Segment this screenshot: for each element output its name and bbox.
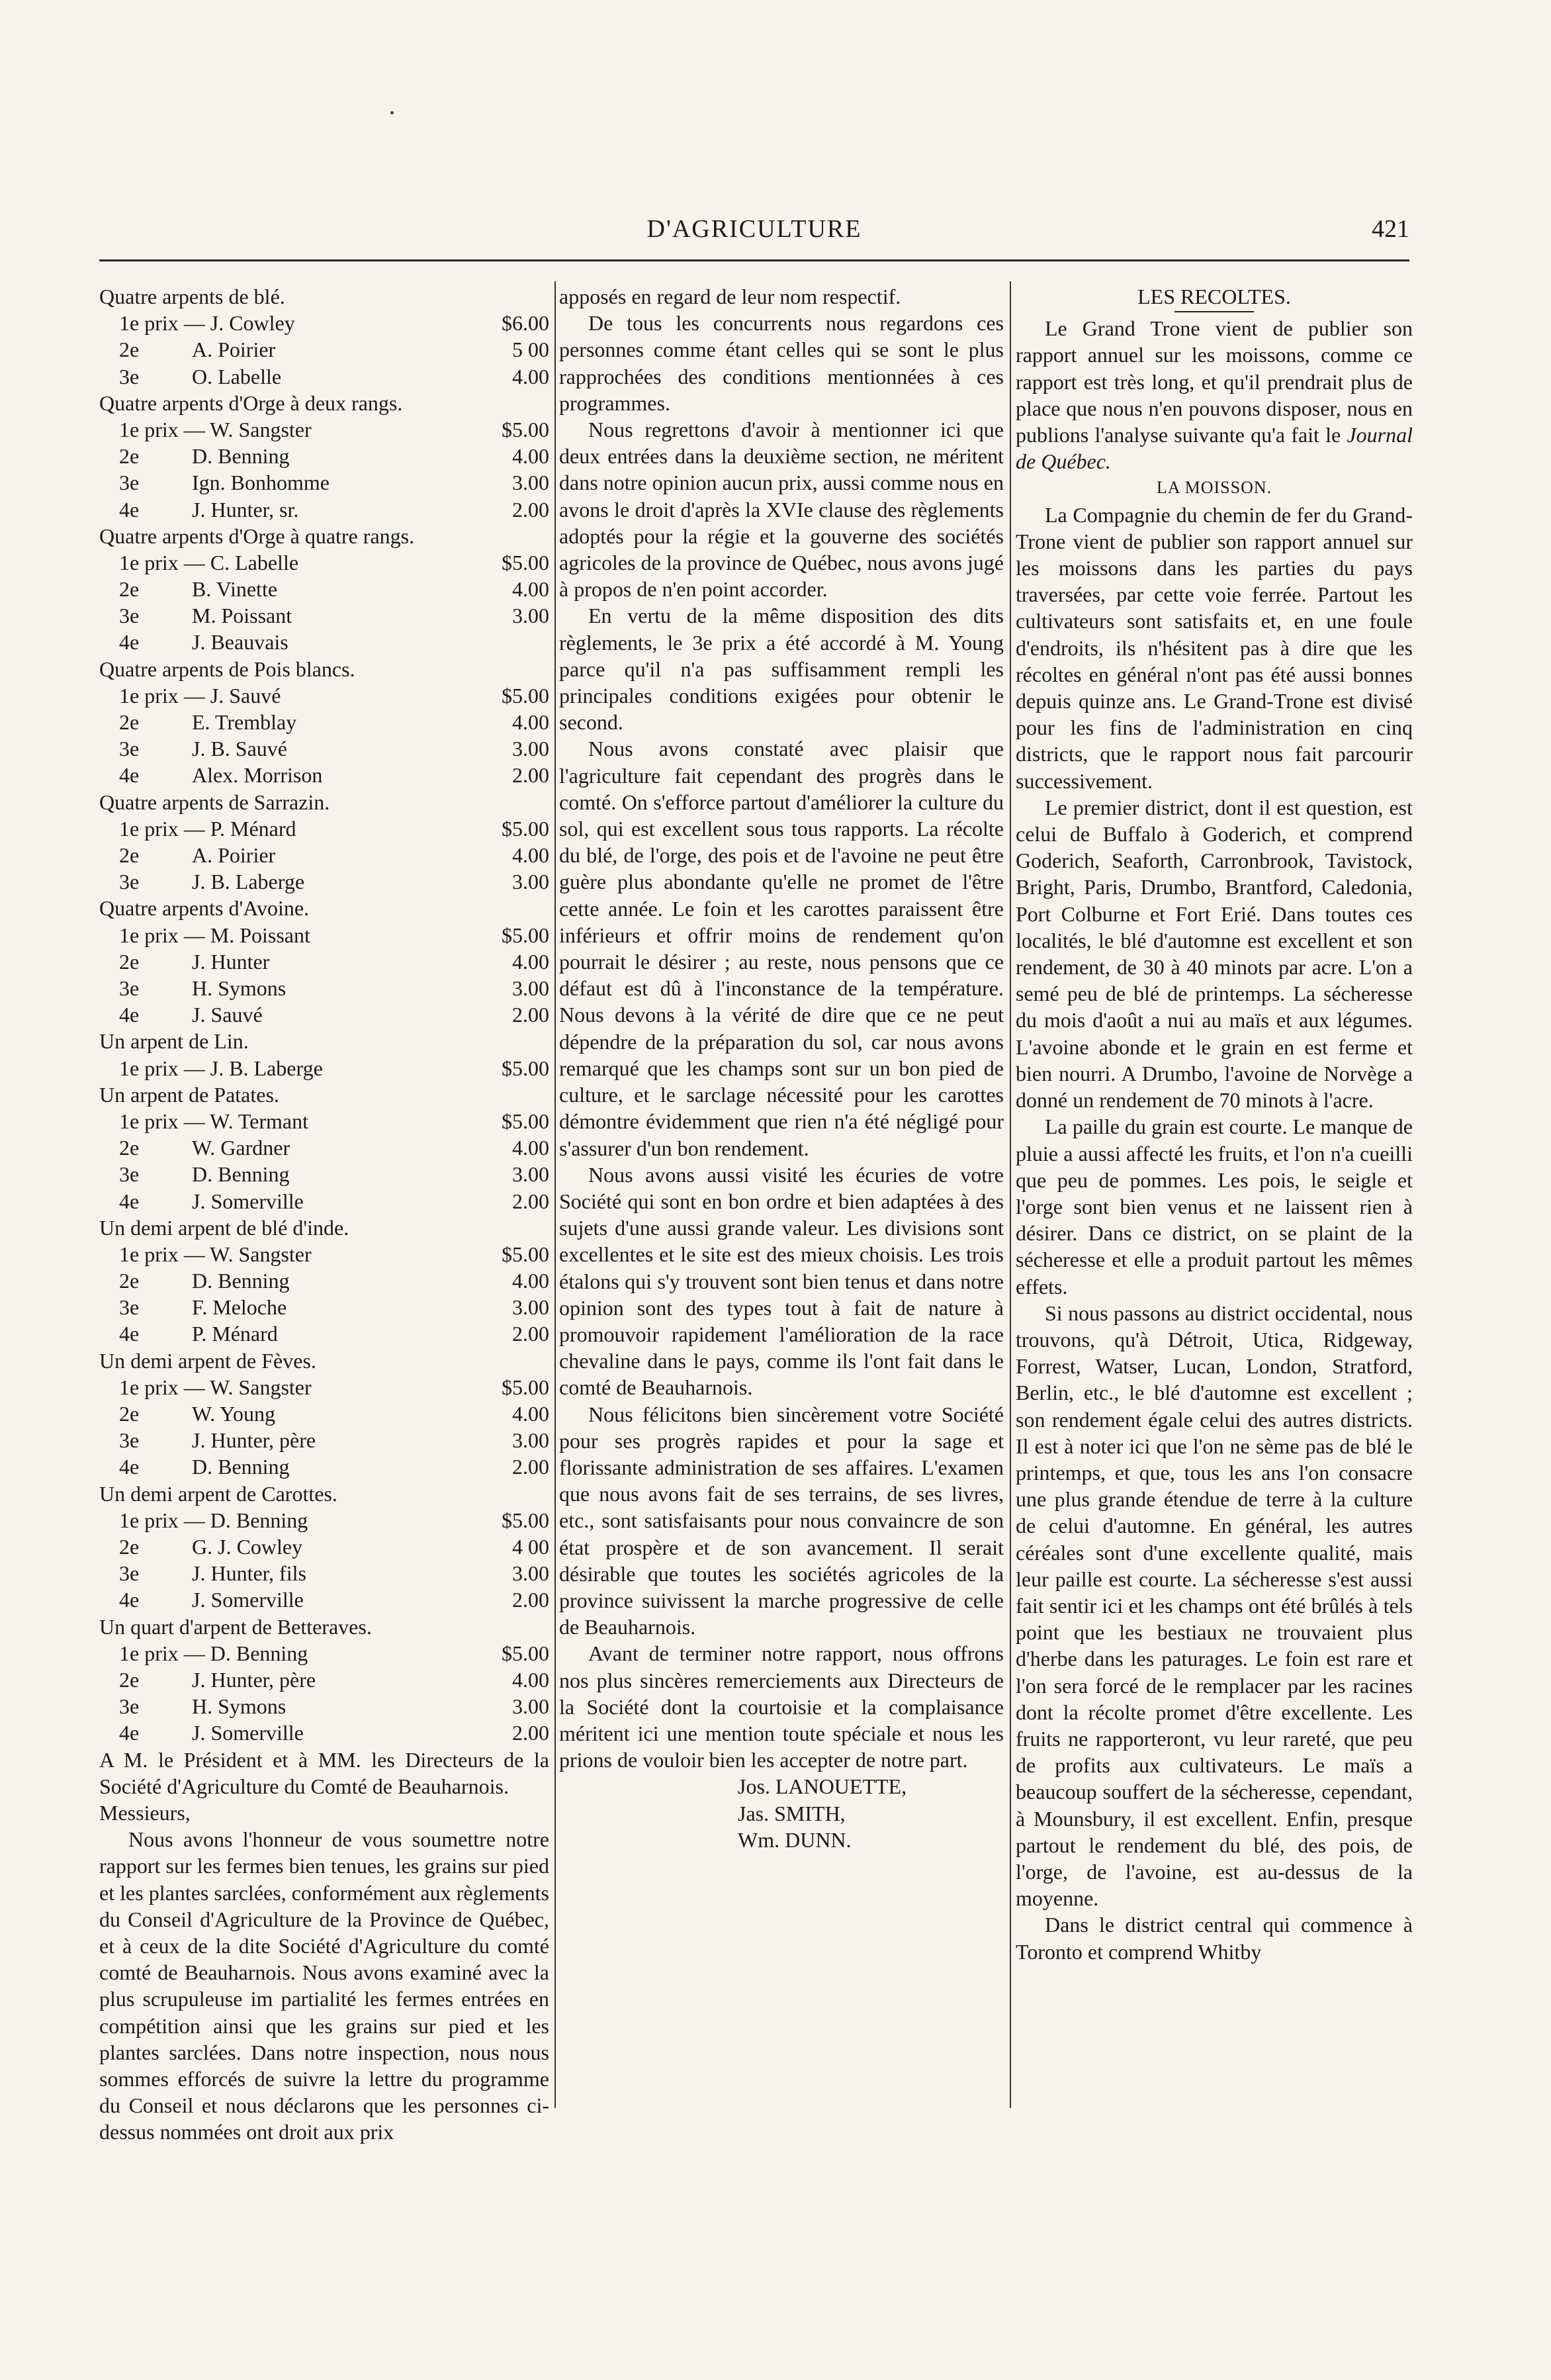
- prize-rank: 3e: [119, 976, 140, 1000]
- paragraph: La paille du grain est courte. Le manque de pluie a aussi affecté les fruits, et l'on n'a cueilli que peu de pommes. Les pois, le seigle et l'orge sont bien venus et ne laissent rien à désirer. Dans ce district, on se plaint de la sécheresse et elle a produit partout les mêmes effets.: [1016, 1115, 1413, 1299]
- prize-row: [99, 1667, 549, 1693]
- paragraph: En vertu de la même disposition des dits règlements, le 3e prix a été accordé à M. Young parce qu'il n'a pas suffisamment rempli les principales conditions exigées pour obtenir le second.: [559, 604, 1004, 735]
- prize-amount: $5.00: [502, 1375, 549, 1399]
- prize-amount: $5.00: [502, 1508, 549, 1532]
- prize-row: [99, 1693, 549, 1719]
- prize-rank: 2e: [119, 1667, 140, 1692]
- prize-amount: 3.00: [512, 976, 549, 1000]
- prize-amount: 2.00: [512, 1322, 549, 1346]
- prize-heading: Quatre arpents d'Orge à deux rangs.: [99, 390, 403, 415]
- prize-amount: $5.00: [502, 1109, 549, 1133]
- prize-row: [99, 868, 549, 895]
- prize-rank: 3e: [119, 1694, 140, 1719]
- prize-amount: 4.00: [512, 1136, 549, 1160]
- prize-row: [99, 1320, 549, 1347]
- prize-winner: D. Benning: [192, 1455, 290, 1479]
- prize-heading: Quatre arpents de blé.: [99, 285, 285, 308]
- prize-amount: 3.00: [512, 1428, 549, 1453]
- prize-winner: J. Sauvé: [192, 1003, 263, 1027]
- prize-heading: Quatre arpents de Sarrazin.: [99, 790, 330, 814]
- prize-amount: 4.00: [512, 1667, 549, 1692]
- prize-heading: Un arpent de Lin.: [99, 1029, 249, 1054]
- journal-name: Journal de Québec.: [1016, 423, 1413, 474]
- article-title: LES RECOLTES.: [1137, 285, 1291, 308]
- prize-row: [99, 762, 549, 788]
- prize-winner: W. Young: [192, 1402, 275, 1426]
- paragraph: Nous regrettons d'avoir à mentionner ici que deux entrées dans la deuxième section, ne méritent dans notre opinion aucun prix, aussi comme nous en avons le droit d'après la XVIe clause des règlements adoptés pour la régie et la gouverne des sociétés agricoles de la province de Québec, nous avons jugé à propos de n'en point accorder.: [559, 418, 1004, 602]
- prize-amount: 2.00: [512, 763, 549, 788]
- prize-winner: P. Ménard: [192, 1322, 278, 1346]
- prize-row: [99, 709, 549, 735]
- prize-winner: J. Somerville: [192, 1721, 304, 1745]
- prize-amount: $5.00: [502, 923, 549, 947]
- prize-row: [99, 1719, 549, 1746]
- prize-row: [99, 1267, 549, 1294]
- paragraph: Si nous passons au district occidental, nous trouvons, qu'à Détroit, Utica, Ridgeway, Forrest, Watser, Lucan, London, Stratford, Berlin, etc., le blé d'automne est excellent ; son rendement égale celui des autres districts. Il est à noter ici que l'on ne sème pas de blé le printemps, et que, tous les ans l'on consacre une plus grande étendue de terre à la culture de celui d'automne. En général, les autres céréales sont d'une excellente qualité, mais leur paille est courte. La sécheresse s'est aussi fait sentir ici et les champs ont été brûlés à tels point que les bestiaux ne trouvaient plus d'herbe dans les paturages. Le foin est rare et l'on sera forcé de le remplacer par les racines dont la récolte promet d'être excellente. Les fruits ne rapporteront, vu leur rareté, que peu de profits aux cultivateurs. Le maïs a beaucoup souffert de la sécheresse, cependant, à Mounsbury, il est excellent. Enfin, presque partout le rendement du blé, des pois, de l'orge, de l'avoine, est au-dessus de la moyenne.: [1016, 1301, 1413, 1911]
- prize-amount: 3.00: [512, 870, 549, 894]
- prize-amount: $5.00: [502, 550, 549, 574]
- prize-winner: J. Somerville: [192, 1189, 304, 1213]
- prize-rank: 1e prix — W. Sangster: [119, 417, 312, 441]
- prize-amount: 4.00: [512, 710, 549, 735]
- prize-rank: 2e: [119, 1402, 140, 1426]
- prize-row: [99, 336, 549, 363]
- prize-row: [99, 602, 549, 629]
- prize-winner: D. Benning: [192, 1269, 290, 1293]
- paragraph: apposés en regard de leur nom respectif.: [559, 285, 901, 308]
- prize-amount: 3.00: [512, 471, 549, 495]
- prize-rank: 4e: [119, 1189, 140, 1213]
- prize-amount: $5.00: [502, 1056, 549, 1080]
- prize-row: [99, 1586, 549, 1613]
- prize-row: [99, 1507, 549, 1533]
- column-divider-1: [554, 281, 556, 2108]
- prize-winner: J. Hunter, père: [192, 1667, 316, 1692]
- signature-3: Wm. DUNN.: [738, 1827, 852, 1852]
- prize-winner: G. J. Cowley: [192, 1534, 303, 1559]
- paragraph: Avant de terminer notre rapport, nous offrons nos plus sincères remerciements aux Directeurs de la Société dont la courtoisie et la complaisance méritent ici une mention toute spéciale et nous les prions de vouloir bien les accepter de notre part.: [559, 1641, 1004, 1772]
- prize-amount: 2.00: [512, 1588, 549, 1612]
- prize-rank: 2e: [119, 1534, 140, 1559]
- prize-row: [99, 496, 549, 523]
- prize-rank: 1e prix — J. Cowley: [119, 311, 295, 336]
- paragraph: Nous félicitons bien sincèrement votre Société pour ses progrès rapides et pour la sage et florissante administration de ses affaires. L'examen que nous avons fait de ses terrains, de ses livres, etc., sont satisfaisants pour nous convaincre de son état prospère et de son avancement. Il serait désirable que toutes les sociétés agricoles de la province suivissent la marche progressive de celle de Beauharnois.: [559, 1402, 1004, 1639]
- prize-rank: 2e: [119, 1269, 140, 1293]
- prize-heading: Quatre arpents d'Avoine.: [99, 896, 310, 921]
- prize-winner: D. Benning: [192, 444, 290, 469]
- signature-2: Jas. SMITH,: [738, 1801, 846, 1825]
- prize-heading: Un demi arpent de Fèves.: [99, 1348, 316, 1373]
- prize-row: [99, 1400, 549, 1427]
- prize-row: [99, 975, 549, 1001]
- paragraph: Nous avons constaté avec plaisir que l'agriculture fait cependant des progrès dans le comté. On s'efforce partout d'améliorer la culture du sol, qui est excellent sous tous rapports. La récolte du blé, de l'orge, des pois et de l'avoine ne peut être guère plus abondante qu'elle ne promet de l'être cette année. Le foin et les carottes paraissent être inférieurs et offrir moins de rendement qu'on pourrait le désirer ; au reste, nous pensons que ce défaut est dû à l'inconstance de la température. Nous devons à la vérité de dire que ce ne peut dépendre de la préparation du sol, car nous avons remarqué que les champs sont sur un bon pied de culture, et le sarclage nécessité pour les carottes démontre évidemment que rien n'a été négligé pour s'assurer d'un bon rendement.: [559, 737, 1004, 1160]
- prize-amount: 2.00: [512, 1003, 549, 1027]
- prize-winner: J. Hunter: [192, 949, 270, 974]
- prize-amount: 3.00: [512, 737, 549, 761]
- prize-heading: Un arpent de Patates.: [99, 1082, 279, 1107]
- prize-amount: 4.00: [512, 577, 549, 602]
- prize-row: [99, 682, 549, 709]
- prize-rank: 3e: [119, 604, 140, 628]
- prize-rank: 4e: [119, 1455, 140, 1479]
- prize-row: [99, 1055, 549, 1081]
- prize-rank: 2e: [119, 843, 140, 868]
- prize-row: [99, 310, 549, 336]
- prize-winner: H. Symons: [192, 976, 287, 1000]
- prize-winner: J. Hunter, fils: [192, 1561, 306, 1586]
- prize-winner: J. Beauvais: [192, 630, 288, 655]
- prize-row: [99, 842, 549, 868]
- prize-amount: 3.00: [512, 1561, 549, 1586]
- prize-rank: 3e: [119, 737, 140, 761]
- prize-row: [99, 363, 549, 390]
- prize-rank: 2e: [119, 338, 140, 362]
- prize-amount: $5.00: [502, 1242, 549, 1266]
- prize-rank: 3e: [119, 1162, 140, 1187]
- column-2: [559, 283, 1004, 1853]
- prize-amount: $6.00: [502, 311, 549, 336]
- prize-rank: 3e: [119, 870, 140, 894]
- prize-winner: J. Somerville: [192, 1588, 304, 1612]
- paragraph: Le premier district, dont il est question, est celui de Buffalo à Goderich, et comprend Goderich, Seaforth, Carronbrook, Tavistock, Bright, Paris, Drumbo, Brantford, Caledonia, Port Colburne et Fort Erié. Dans toutes ces localités, le blé d'automne est excellent et son rendement, de 30 à 40 minots par acre. L'on a semé peu de blé de printemps. La sécheresse du mois d'août a nui au maïs et aux légumes. L'avoine abonde et le grain en est ferme et bien nourri. A Drumbo, l'avoine de Norvège a donné un rendement de 70 minots à l'acre.: [1016, 795, 1413, 1113]
- prize-row: [99, 629, 549, 655]
- salutation: Messieurs,: [99, 1800, 191, 1825]
- prize-rank: 3e: [119, 1428, 140, 1453]
- prize-amount: 3.00: [512, 1295, 549, 1320]
- prize-row: [99, 815, 549, 842]
- prize-rank: 2e: [119, 577, 140, 602]
- prize-winner: J. Hunter, sr.: [192, 497, 299, 522]
- prize-rank: 4e: [119, 497, 140, 522]
- prize-row: [99, 1134, 549, 1161]
- header-rule: [99, 259, 1409, 261]
- prize-row: [99, 948, 549, 975]
- prize-rank: 4e: [119, 630, 140, 655]
- prize-row: [99, 1560, 549, 1586]
- prize-winner: D. Benning: [192, 1162, 290, 1187]
- prize-winner: J. B. Sauvé: [192, 737, 287, 761]
- prize-amount: 2.00: [512, 1455, 549, 1479]
- prize-amount: 3.00: [512, 1162, 549, 1187]
- page-number: 421: [1372, 215, 1409, 243]
- prize-row: [99, 443, 549, 469]
- prize-winner: E. Tremblay: [192, 710, 297, 735]
- prize-amount: 4.00: [512, 364, 549, 389]
- prize-rank: 1e prix — D. Benning: [119, 1508, 308, 1532]
- prize-rank: 1e prix — W. Termant: [119, 1109, 309, 1133]
- prize-row: [99, 1108, 549, 1134]
- prize-rank: 1e prix — W. Sangster: [119, 1375, 312, 1399]
- prize-row: [99, 1241, 549, 1267]
- prize-winner: F. Meloche: [192, 1295, 287, 1320]
- prize-amount: 2.00: [512, 1189, 549, 1213]
- prize-winner: O. Labelle: [192, 364, 282, 389]
- prize-row: [99, 1188, 549, 1214]
- prize-rank: 1e prix — P. Ménard: [119, 816, 296, 841]
- column-divider-2: [1010, 281, 1011, 2108]
- prize-heading: Quatre arpents d'Orge à quatre rangs.: [99, 524, 415, 548]
- prize-row: [99, 549, 549, 576]
- address: A M. le Président et à MM. les Directeurs de la Société d'Agriculture du Comté de Beauharnois.: [99, 1747, 549, 1798]
- prize-heading: Un demi arpent de Carottes.: [99, 1481, 337, 1506]
- prize-winner: M. Poissant: [192, 604, 292, 628]
- prize-amount: 3.00: [512, 604, 549, 628]
- prize-amount: 3.00: [512, 1694, 549, 1719]
- prize-amount: 4.00: [512, 949, 549, 974]
- prize-rank: 1e prix — J. B. Laberge: [119, 1056, 323, 1080]
- prize-winner: W. Gardner: [192, 1136, 290, 1160]
- report-paragraph: Nous avons l'honneur de vous soumettre notre rapport sur les fermes bien tenues, les grains sur pied et les plantes sarclées, conformément aux règlements du Conseil d'Agriculture de la Province de Québec, et à ceux de la dite Société d'Agriculture du comté comté de Beauharnois. Nous avons examiné avec la plus scrupuleuse im partialité les fermes entrées en compétition ainsi que les grains sur pied et les plantes sarclées. Dans notre inspection, nous nous sommes efforcés de suivre la lettre du programme du Conseil et nous déclarons que les personnes ci-dessus nommées ont droit aux prix: [99, 1827, 549, 2144]
- prize-row: [99, 1294, 549, 1320]
- prize-amount: 2.00: [512, 497, 549, 522]
- prize-rank: 4e: [119, 1322, 140, 1346]
- prize-lists: [99, 283, 549, 1747]
- prize-winner: A. Poirier: [192, 843, 276, 868]
- prize-heading: Un quart d'arpent de Betteraves.: [99, 1614, 372, 1639]
- prize-amount: $5.00: [502, 417, 549, 441]
- prize-amount: 4.00: [512, 1402, 549, 1426]
- prize-amount: 4.00: [512, 444, 549, 469]
- signature-1: Jos. LANOUETTE,: [738, 1774, 907, 1799]
- prize-rank: 2e: [119, 1136, 140, 1160]
- prize-rank: 1e prix — J. Sauvé: [119, 683, 281, 708]
- prize-row: [99, 1001, 549, 1028]
- prize-amount: 4.00: [512, 1269, 549, 1293]
- prize-amount: 4.00: [512, 843, 549, 868]
- paragraph: La Compagnie du chemin de fer du Grand-Trone vient de publier son rapport annuel sur les moissons dans les parties du pays traversées, par cette voie ferrée. Partout les cultivateurs sont satisfaits et, en une foule d'endroits, ils n'hésitent pas à dire que les récoltes en général n'ont pas été aussi bonnes depuis quinze ans. Le Grand-Trone est divisé pour les fins de l'administration en cinq districts, que le rapport nous fait parcourir successivement.: [1016, 502, 1413, 793]
- prize-row: [99, 922, 549, 948]
- prize-rank: 3e: [119, 1561, 140, 1586]
- prize-winner: J. B. Laberge: [192, 870, 305, 894]
- title-rule: [1174, 311, 1254, 312]
- subtitle: LA MOISSON.: [1156, 478, 1272, 498]
- prize-rank: 2e: [119, 710, 140, 735]
- prize-rank: 4e: [119, 763, 140, 788]
- prize-amount: $5.00: [502, 816, 549, 841]
- prize-amount: 4 00: [512, 1534, 549, 1559]
- running-title: D'AGRICULTURE: [646, 215, 862, 243]
- prize-winner: A. Poirier: [192, 338, 276, 362]
- prize-winner: J. Hunter, père: [192, 1428, 316, 1453]
- prize-row: [99, 469, 549, 496]
- prize-rank: 4e: [119, 1588, 140, 1612]
- prize-row: [99, 735, 549, 762]
- prize-row: [99, 1533, 549, 1560]
- paragraph: Le Grand Trone vient de publier son rapport annuel sur les moissons, comme ce rapport est très long, et qu'il prendrait plus de place que nous n'en pouvons disposer, nous en publions l'analyse suivante qu'a fait le Journal de Québec.: [1016, 316, 1413, 474]
- prize-amount: $5.00: [502, 683, 549, 708]
- prize-winner: H. Symons: [192, 1694, 287, 1719]
- prize-winner: Ign. Bonhomme: [192, 471, 330, 495]
- prize-rank: 4e: [119, 1003, 140, 1027]
- column-1: [99, 283, 549, 2146]
- prize-row: [99, 576, 549, 602]
- prize-row: [99, 1640, 549, 1667]
- prize-amount: $5.00: [502, 1641, 549, 1665]
- prize-amount: 2.00: [512, 1721, 549, 1745]
- ink-speck: [390, 111, 394, 114]
- prize-row: [99, 1374, 549, 1400]
- paragraph: Nous avons aussi visité les écuries de votre Société qui sont en bon ordre et bien adaptées à des sujets d'une aussi grande valeur. Les divisions sont excellentes et le site est des mieux choisis. Les trois étalons qui s'y trouvent sont bien tenus et dans notre opinion sont des types tout à fait de nature à promouvoir rapidement l'amélioration de la race chevaline dans le pays, comme ils l'ont fait dans le comté de Beauharnois.: [559, 1162, 1004, 1400]
- prize-winner: B. Vinette: [192, 577, 278, 602]
- prize-row: [99, 416, 549, 443]
- prize-row: [99, 1161, 549, 1187]
- prize-row: [99, 1453, 549, 1480]
- prize-winner: Alex. Morrison: [192, 763, 323, 788]
- prize-row: [99, 1427, 549, 1453]
- prize-amount: 5 00: [512, 338, 549, 362]
- prize-rank: 3e: [119, 364, 140, 389]
- prize-rank: 2e: [119, 949, 140, 974]
- paragraph: Dans le district central qui commence à Toronto et comprend Whitby: [1016, 1913, 1413, 1964]
- prize-rank: 1e prix — C. Labelle: [119, 550, 299, 574]
- prize-rank: 1e prix — M. Poissant: [119, 923, 310, 947]
- prize-heading: Un demi arpent de blé d'inde.: [99, 1215, 349, 1240]
- paragraph: De tous les concurrents nous regardons ces personnes comme étant celles qui se sont le plus rapprochées des conditions mentionnées à ces programmes.: [559, 311, 1004, 415]
- prize-heading: Quatre arpents de Pois blancs.: [99, 657, 355, 681]
- prize-rank: 1e prix — D. Benning: [119, 1641, 308, 1665]
- prize-rank: 2e: [119, 444, 140, 469]
- page-header: [99, 210, 1409, 250]
- prize-rank: 3e: [119, 1295, 140, 1320]
- prize-rank: 4e: [119, 1721, 140, 1745]
- prize-rank: 3e: [119, 471, 140, 495]
- column-3: [1016, 283, 1413, 1965]
- prize-rank: 1e prix — W. Sangster: [119, 1242, 312, 1266]
